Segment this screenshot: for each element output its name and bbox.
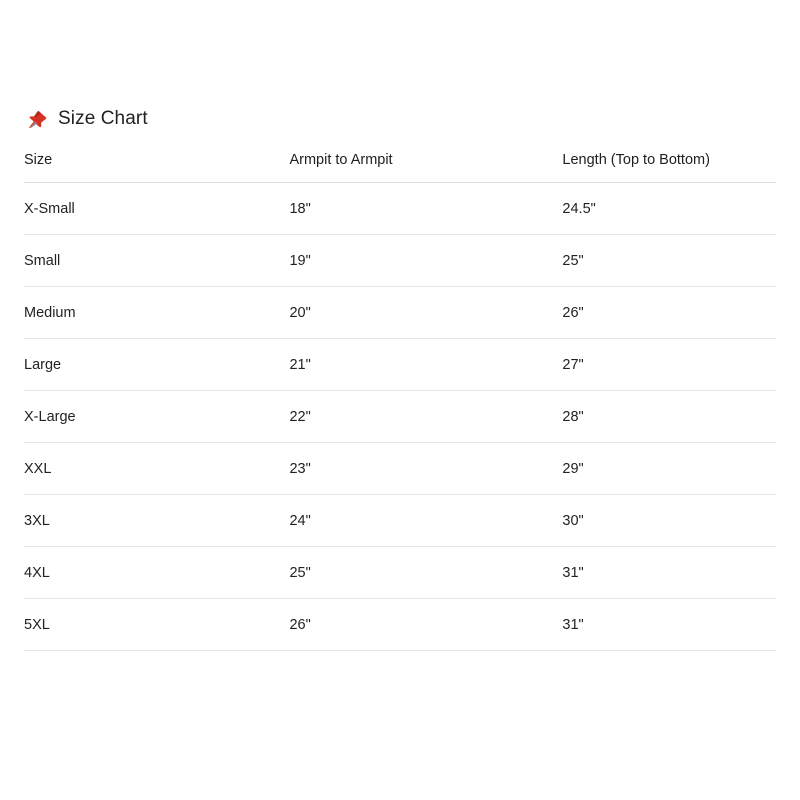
table-row	[24, 495, 776, 547]
cell-length: 26"	[562, 287, 776, 339]
table-row	[24, 547, 776, 599]
cell-armpit: 21"	[289, 339, 562, 391]
cell-armpit: 26"	[289, 599, 562, 651]
cell-armpit: 20"	[289, 287, 562, 339]
cell-length: 24.5"	[562, 183, 776, 235]
table-row	[24, 391, 776, 443]
table-header-row	[24, 152, 776, 183]
cell-length: 25"	[562, 235, 776, 287]
table-row	[24, 443, 776, 495]
cell-size: 5XL	[24, 599, 289, 651]
cell-size: 4XL	[24, 547, 289, 599]
page-title	[26, 108, 776, 130]
cell-length: 28"	[562, 391, 776, 443]
column-header-size: Size	[24, 152, 289, 183]
cell-size: Small	[24, 235, 289, 287]
cell-length: 30"	[562, 495, 776, 547]
cell-length: 29"	[562, 443, 776, 495]
cell-size: X-Large	[24, 391, 289, 443]
page-title-text: Size Chart	[58, 108, 148, 129]
cell-size: Medium	[24, 287, 289, 339]
cell-size: Large	[24, 339, 289, 391]
cell-size: X-Small	[24, 183, 289, 235]
column-header-armpit-to-armpit: Armpit to Armpit	[289, 152, 562, 183]
cell-length: 27"	[562, 339, 776, 391]
cell-length: 31"	[562, 599, 776, 651]
cell-armpit: 24"	[289, 495, 562, 547]
cell-size: XXL	[24, 443, 289, 495]
table-row	[24, 287, 776, 339]
table-row	[24, 339, 776, 391]
table-row	[24, 599, 776, 651]
cell-size: 3XL	[24, 495, 289, 547]
table-row	[24, 183, 776, 235]
pushpin-icon	[26, 109, 48, 131]
cell-armpit: 22"	[289, 391, 562, 443]
table-row	[24, 235, 776, 287]
cell-armpit: 25"	[289, 547, 562, 599]
cell-armpit: 23"	[289, 443, 562, 495]
cell-length: 31"	[562, 547, 776, 599]
column-header-length: Length (Top to Bottom)	[562, 152, 776, 183]
cell-armpit: 18"	[289, 183, 562, 235]
size-chart-table	[24, 152, 776, 651]
cell-armpit: 19"	[289, 235, 562, 287]
